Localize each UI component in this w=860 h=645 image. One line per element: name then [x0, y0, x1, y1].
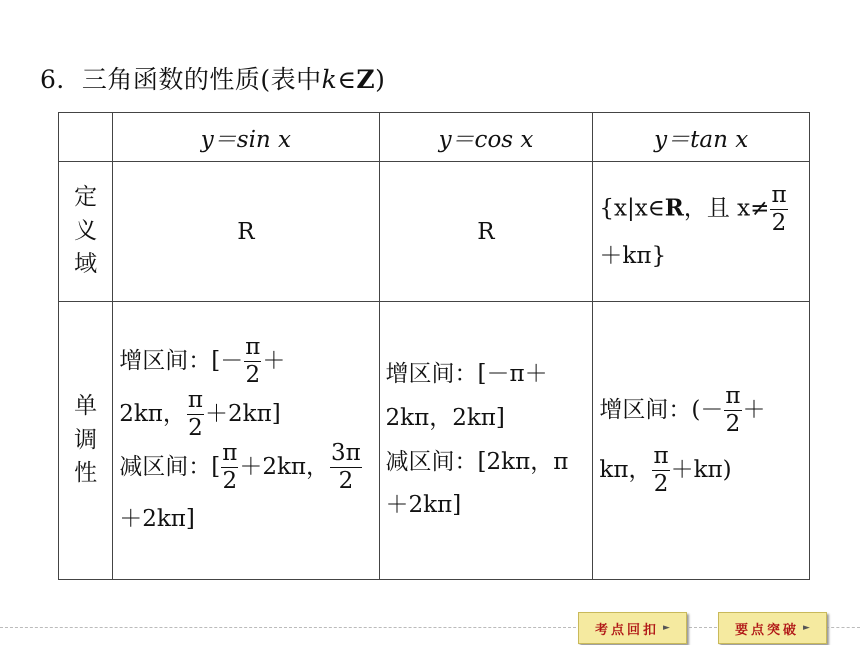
domain-label-char: 义 — [74, 217, 98, 244]
frac-num: π — [771, 182, 787, 209]
frac-den: 2 — [771, 210, 787, 237]
mono-sin-text: ＋2kπ] — [205, 400, 281, 427]
domain-label-char: 定 — [74, 184, 98, 211]
domain-tan-text: {x|x∈ — [599, 195, 665, 222]
mono-tan-text: 增区间：(－ — [599, 396, 724, 423]
footer-divider — [0, 627, 576, 628]
mono-cos — [379, 302, 593, 580]
mono-sin-text: ＋ — [262, 347, 286, 374]
frac-num: π — [725, 383, 741, 410]
domain-sin: R — [113, 162, 379, 302]
fraction-pi-over-2 — [724, 385, 741, 436]
frac-den: 2 — [725, 411, 741, 438]
fraction-pi-over-2 — [652, 445, 669, 496]
mono-label-char: 调 — [74, 426, 98, 453]
section-heading — [40, 60, 385, 96]
fraction-pi-over-2 — [770, 184, 787, 235]
frac-den: 2 — [245, 362, 261, 389]
frac-den: 2 — [653, 471, 669, 497]
key-points-label: 要点突破 — [735, 622, 800, 638]
mono-sin-text: 增区间：[－ — [119, 347, 244, 374]
frac-num: π — [187, 387, 204, 414]
frac-den: 2 — [338, 468, 354, 494]
heading-integers: Z — [356, 65, 376, 94]
play-arrow-icon: ► — [663, 623, 670, 633]
play-arrow-icon: ► — [803, 623, 810, 633]
mono-tan — [593, 302, 810, 580]
fraction-pi-over-2 — [221, 442, 238, 493]
trig-properties-table — [58, 112, 810, 580]
header-tan: y＝tan x — [593, 113, 810, 162]
domain-tan — [593, 162, 810, 302]
fraction-pi-over-2 — [187, 389, 204, 440]
domain-label-char: 域 — [74, 251, 98, 278]
heading-element-of: ∈ — [337, 65, 357, 94]
mono-cos-text: 减区间：[2kπ，π — [385, 448, 569, 475]
mono-cos-text: 2kπ，2kπ] — [385, 404, 505, 431]
footer-divider — [689, 627, 717, 628]
key-points-button[interactable] — [718, 612, 827, 644]
mono-cos-text: 增区间：[－π＋ — [385, 361, 548, 388]
footer-divider — [826, 627, 860, 628]
mono-sin-text: 减区间：[ — [119, 453, 221, 480]
corner-cell — [59, 113, 113, 162]
mono-label — [59, 302, 113, 580]
frac-num: π — [222, 440, 238, 466]
frac-num: 3π — [331, 440, 361, 466]
heading-suffix: ) — [375, 65, 386, 94]
heading-var-k: k — [321, 65, 338, 94]
domain-row — [59, 162, 810, 302]
fraction-3pi-over-2 — [330, 442, 362, 493]
header-sin: y＝sin x — [113, 113, 379, 162]
domain-tan-text: ，且 x≠ — [683, 195, 770, 222]
review-points-button[interactable] — [578, 612, 687, 644]
heading-text: 6．三角函数的性质(表中 — [40, 65, 322, 94]
mono-label-char: 性 — [74, 460, 98, 487]
header-row — [59, 113, 810, 162]
fraction-pi-over-2 — [244, 336, 261, 387]
frac-num: π — [653, 443, 669, 469]
frac-den: 2 — [222, 468, 238, 494]
mono-tan-text: kπ， — [599, 456, 652, 483]
mono-sin-text: 2kπ， — [119, 400, 186, 427]
frac-den: 2 — [188, 415, 203, 442]
domain-tan-reals: R — [664, 194, 684, 222]
mono-label-char: 单 — [74, 393, 98, 420]
domain-label — [59, 162, 113, 302]
review-points-label: 考点回扣 — [595, 622, 660, 638]
mono-tan-text: ＋ — [742, 396, 766, 423]
mono-cos-text: ＋2kπ] — [385, 492, 462, 519]
mono-sin-text: ＋2kπ， — [239, 453, 330, 480]
mono-tan-text: ＋kπ) — [670, 456, 732, 483]
mono-sin — [113, 302, 379, 580]
domain-cos: R — [379, 162, 593, 302]
domain-tan-text: ＋kπ} — [599, 243, 667, 270]
mono-sin-text: ＋2kπ] — [119, 506, 195, 533]
frac-num: π — [245, 334, 261, 361]
monotonicity-row — [59, 302, 810, 580]
header-cos: y＝cos x — [379, 113, 593, 162]
